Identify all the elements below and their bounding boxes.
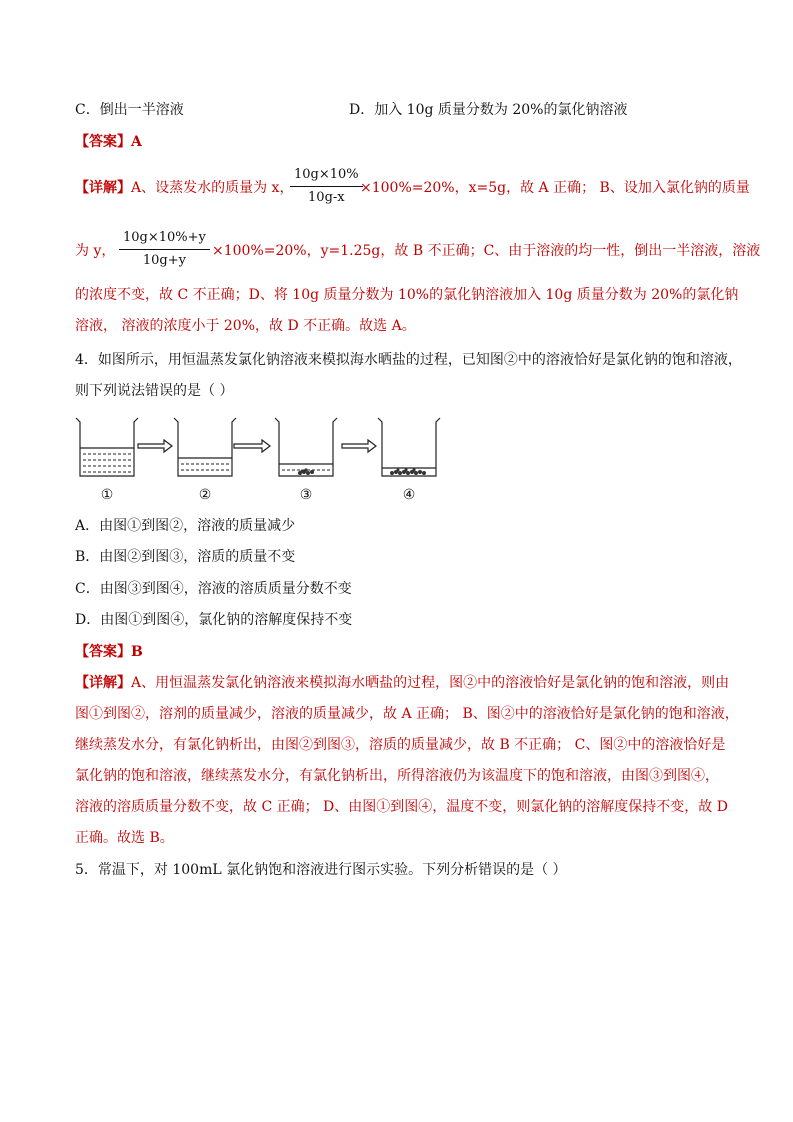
q4-detail-line4: 氯化钠的饱和溶液，继续蒸发水分，有氯化钠析出，所得溶液仍为该温度下的饱和溶液，由图③到图④， bbox=[75, 768, 719, 784]
q4-detail-line3: 继续蒸发水分，有氯化钠析出，由图②到图③，溶质的质量减少，故 B 不正确； C、图②中的溶液恰好是 bbox=[75, 737, 726, 753]
q3-detail-line1-post: ×100%=20%，x=5g，故 A 正确； B、设加入氯化钠的质量 bbox=[360, 180, 750, 196]
fraction-2 bbox=[119, 229, 210, 270]
beaker-4 bbox=[378, 418, 440, 476]
q4-stem-line2: 则下列说法错误的是（ ） bbox=[75, 383, 234, 399]
beaker-1 bbox=[76, 418, 138, 476]
figure-label-3: ③ bbox=[299, 487, 313, 503]
arrow-3 bbox=[342, 440, 376, 452]
q5-stem: 5．常温下，对 100mL 氯化钠饱和溶液进行图示实验。下列分析错误的是（ ） bbox=[75, 862, 567, 878]
answer-label: 【答案】 bbox=[75, 134, 131, 150]
q3-detail-line2-pre: 为 y， bbox=[75, 243, 116, 259]
evaporation-figure bbox=[70, 410, 450, 505]
detail-label: 【详解】 bbox=[75, 180, 131, 196]
fraction-2-numerator: 10g×10%+y bbox=[119, 229, 210, 250]
q4-option-c: C．由图③到图④，溶液的溶质质量分数不变 bbox=[75, 581, 352, 597]
q4-option-b: B．由图②到图③，溶质的质量不变 bbox=[75, 549, 296, 565]
fraction-1-numerator: 10g×10% bbox=[290, 166, 363, 187]
figure-label-1: ① bbox=[100, 487, 114, 503]
arrow-2 bbox=[234, 440, 270, 452]
detail-label: 【详解】 bbox=[75, 675, 131, 691]
answer-value: B bbox=[131, 644, 143, 660]
fraction-1 bbox=[290, 166, 363, 207]
fraction-2-denominator: 10g+y bbox=[142, 253, 186, 268]
q4-detail-line1: 【详解】A、用恒温蒸发氯化钠溶液来模拟海水晒盐的过程，图②中的溶液恰好是氯化钠的饱和溶液，则由 bbox=[75, 675, 730, 691]
q3-detail-line1-pre: 【详解】A、设蒸发水的质量为 x， bbox=[75, 180, 294, 196]
q4-option-a: A．由图①到图②，溶液的质量减少 bbox=[75, 518, 296, 534]
q4-option-d: D．由图①到图④，氯化钠的溶解度保持不变 bbox=[75, 612, 353, 628]
beaker-3 bbox=[275, 418, 337, 476]
q3-detail-line3: 的浓度不变，故 C 不正确；D、将 10g 质量分数为 10%的氯化钠溶液加入 10g 质量分数为 20%的氯化钠 bbox=[75, 287, 739, 303]
option-c: C．倒出一半溶液 bbox=[75, 102, 184, 118]
q4-detail-line2: 图①到图②，溶剂的质量减少，溶液的质量减少，故 A 正确； B、图②中的溶液恰好是氯化钠的饱和溶液， bbox=[75, 706, 739, 722]
q4-answer bbox=[75, 642, 143, 662]
q3-detail-line4: 溶液， 溶液的浓度小于 20%，故 D 不正确。故选 A。 bbox=[75, 318, 416, 334]
q4-detail-line6: 正确。故选 B。 bbox=[75, 830, 174, 846]
q3-answer bbox=[75, 132, 142, 152]
q3-detail-line2-post: ×100%=20%，y=1.25g，故 B 不正确；C、由于溶液的均一性，倒出一半溶液，溶液 bbox=[212, 243, 761, 259]
answer-value: A bbox=[131, 134, 142, 150]
fraction-1-denominator: 10g-x bbox=[308, 190, 345, 205]
beaker-2 bbox=[174, 418, 236, 476]
q4-detail-line5: 溶液的溶质质量分数不变，故 C 正确； D、由图①到图④，温度不变，则氯化钠的溶解度保持不变，故 D bbox=[75, 799, 728, 815]
answer-label: 【答案】 bbox=[75, 644, 131, 660]
arrow-1 bbox=[138, 440, 172, 452]
figure-label-4: ④ bbox=[402, 487, 416, 503]
q4-stem-line1: 4．如图所示，用恒温蒸发氯化钠溶液来模拟海水晒盐的过程，已知图②中的溶液恰好是氯化钠的饱和溶液， bbox=[75, 352, 742, 368]
figure-label-2: ② bbox=[198, 487, 212, 503]
option-d: D．加入 10g 质量分数为 20%的氯化钠溶液 bbox=[349, 102, 628, 118]
